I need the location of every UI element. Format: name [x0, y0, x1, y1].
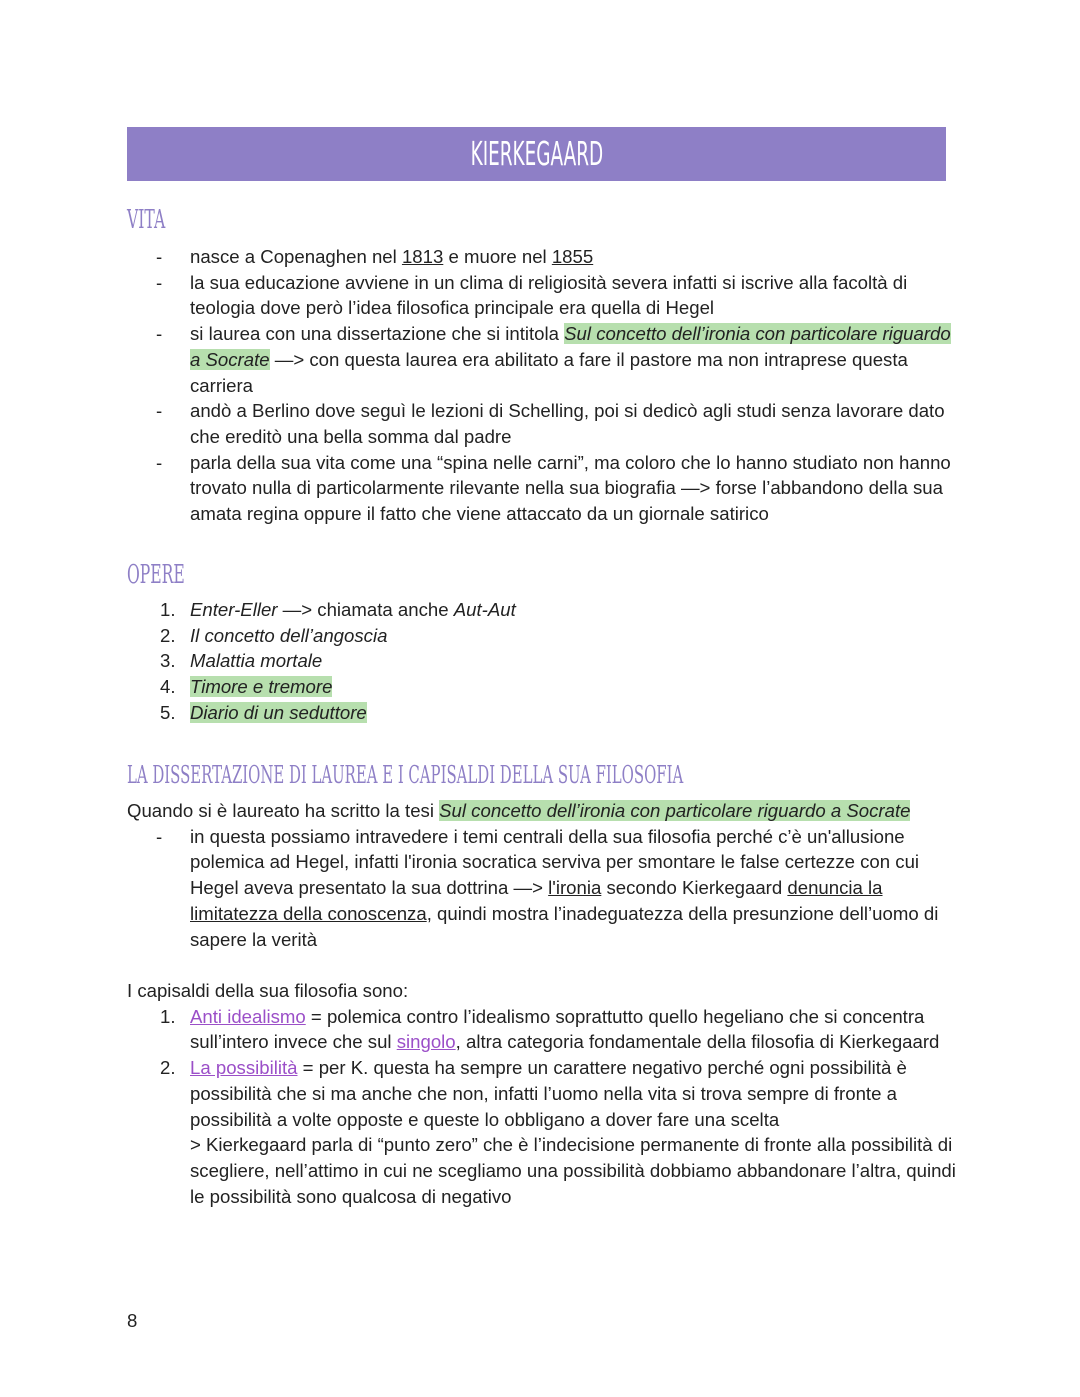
list-item: - nasce a Copenaghen nel 1813 e muore nel 1855	[127, 244, 957, 270]
link-anti-idealismo[interactable]: Anti idealismo	[190, 1005, 306, 1027]
vita-list-block	[127, 244, 957, 527]
list-item: 5. Diario di un seduttore	[160, 701, 367, 723]
title-banner	[127, 127, 946, 181]
list-item: 2. Il concetto dell’angoscia	[160, 624, 388, 646]
list-item: 3. Malattia mortale	[160, 650, 323, 672]
heading-opere: OPERE	[127, 560, 185, 590]
heading-vita: VITA	[127, 205, 166, 235]
link-singolo[interactable]: singolo	[396, 1031, 456, 1053]
list-item: - andò a Berlino dove seguì le lezioni di Schelling, poi si dedicò agli studi senza lavorare dato che ereditò una bella somma dal padre	[127, 398, 957, 449]
page-title: KIERKEGAARD	[470, 134, 603, 173]
capisaldi-list	[127, 1004, 957, 1210]
dissertazione-intro: Quando si è laureato ha scritto la tesi Sul concetto dell’ironia con particolare riguardo a Socrate	[127, 800, 911, 821]
vita-list	[127, 244, 957, 527]
list-item: - la sua educazione avviene in un clima di religiosità severa infatti si iscrive alla facoltà di teologia dove però l’idea filosofica principale era quella di Hegel	[127, 270, 957, 321]
page-number: 8	[127, 1310, 138, 1331]
list-item: - parla della sua vita come una “spina nelle carni”, ma coloro che lo hanno studiato non hanno trovato nulla di particolarmente rilevante nella sua biografia —> forse l’abbandono della sua amata regina oppure il fatto che viene attaccato da un giornale satirico	[127, 450, 957, 527]
opere-list	[127, 597, 957, 726]
capisaldi-intro: I capisaldi della sua filosofia sono:	[127, 980, 409, 1001]
list-item: - in questa possiamo intravedere i temi centrali della sua filosofia perché c’è un'allusione polemica ad Hegel, infatti l'ironia socratica serviva per smontare le false certezze con cui Hegel aveva presentato la sua dottrina —> l'ironia secondo Kierkegaard denuncia la limitatezza della conoscenza, quindi mostra l’inadeguatezza della presunzione dell’uomo di sapere la verità	[127, 824, 957, 953]
heading-dissertazione: LA DISSERTAZIONE DI LAUREA E I CAPISALDI DELLA SUA FILOSOFIA	[127, 761, 684, 789]
opere-list-block	[127, 597, 957, 726]
list-item: 2. La possibilità = per K. questa ha sempre un carattere negativo perché ogni possibilità è possibilità che si ma anche che non, infatti l’uomo nella vita si trova sempre di fronte a possibilità a volte opposte e queste lo obbligano a dover fare una scelta > Kierkegaard parla di “punto zero” che è l’indecisione permanente di fronte alla possibilità di scegliere, nell’attimo in cui ne scegliamo una possibilità dobbiamo abbandonare l’altra, quindi le possibilità sono qualcosa di negativo	[160, 1057, 956, 1207]
dissertazione-list	[127, 824, 957, 953]
dissertazione-block	[127, 798, 957, 952]
list-item: 1. Anti idealismo = polemica contro l’idealismo soprattutto quello hegeliano che si concentra sull’intero invece che sul singolo, altra categoria fondamentale della filosofia di Kierkegaard	[160, 1005, 940, 1053]
list-item: 1. Enter-Eller —> chiamata anche Aut-Aut	[160, 599, 516, 620]
capisaldi-block	[127, 978, 957, 1209]
list-item: 4. Timore e tremore	[160, 676, 333, 698]
list-item: - si laurea con una dissertazione che si intitola Sul concetto dell’ironia con particolare riguardo a Socrate —> con questa laurea era abilitato a fare il pastore ma non intraprese questa carriera	[127, 321, 957, 398]
link-la-possibilita[interactable]: La possibilità	[190, 1057, 298, 1079]
